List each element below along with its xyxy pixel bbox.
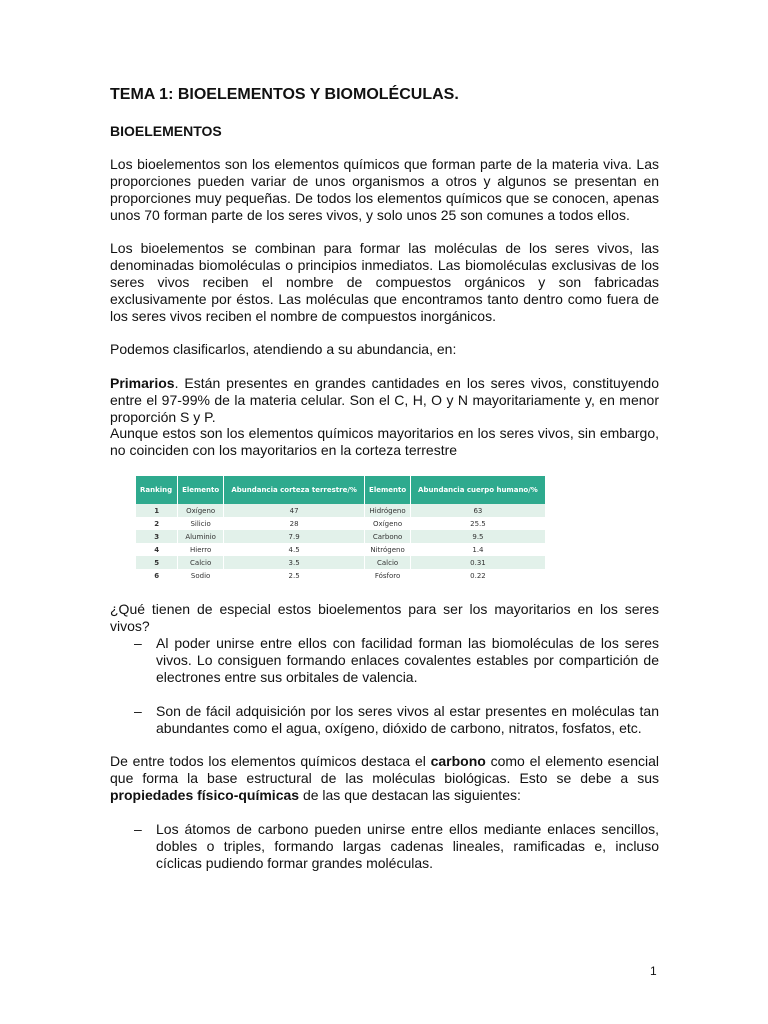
table-header-cell: Abundancia cuerpo humano/% — [410, 476, 545, 504]
paragraph-biomolecules: Los bioelementos se combinan para formar las moléculas de los seres vivos, las denominadas biomoléculas o principios inmediatos. Las biomoléculas exclusivas de los seres vivos reciben el nombre de compuestos orgánicos y son fabricadas exclusivamente por éstos. Las moléculas que encontramos tanto dentro como fuera de los seres vivos reciben el nombre de compuestos inorgánicos. — [110, 240, 659, 324]
bullet-item — [134, 703, 659, 737]
table-cell: 9.5 — [410, 530, 545, 543]
table-header-row — [136, 476, 546, 504]
table-cell: Hierro — [178, 543, 224, 556]
dash-bullet-icon: – — [134, 635, 142, 651]
table-row — [136, 517, 546, 530]
table-cell: Calcio — [365, 556, 411, 569]
paragraph-intro: Los bioelementos son los elementos químicos que forman parte de la materia viva. Las proporciones pueden variar de unos organismos a otros y algunos se presentan en proporciones muy pequeñas. De todos los elementos químicos que se conocen, apenas unos 70 forman parte de los seres vivos, y solo unos 25 son comunes a todos ellos. — [110, 156, 659, 223]
table-cell: Fósforo — [365, 569, 411, 582]
paragraph-corteza: Aunque estos son los elementos químicos mayoritarios en los seres vivos, sin embargo, no coinciden con los mayoritarios en la corteza terrestre — [110, 425, 659, 458]
table-cell: Carbono — [365, 530, 411, 543]
table-cell: 5 — [136, 556, 178, 569]
question: ¿Qué tienen de especial estos bioelementos para ser los mayoritarios en los seres vivos? — [110, 601, 659, 634]
table-row — [136, 504, 546, 517]
carbono-text-e: de las que destacan las siguientes: — [299, 787, 521, 803]
table-body — [136, 504, 546, 582]
primarios-text: . Están presentes en grandes cantidades en los seres vivos, constituyendo entre el 97-99% de la materia celular. Son el C, H, O y N mayoritariamente y, en menor proporción S y P. — [110, 375, 659, 425]
table-cell: 3.5 — [223, 556, 364, 569]
table-cell: 2 — [136, 517, 178, 530]
table-cell: Aluminio — [178, 530, 224, 543]
abundance-table — [136, 476, 546, 582]
table-cell: Calcio — [178, 556, 224, 569]
paragraph-classify: Podemos clasificarlos, atendiendo a su abundancia, en: — [110, 341, 457, 357]
table-cell: Hidrógeno — [365, 504, 411, 517]
carbono-term: carbono — [430, 753, 486, 769]
document-page — [110, 0, 659, 1024]
table-cell: 7.9 — [223, 530, 364, 543]
table-cell: 47 — [223, 504, 364, 517]
paragraph-primarios — [110, 375, 659, 426]
table-row — [136, 530, 546, 543]
table-row — [136, 543, 546, 556]
dash-bullet-icon: – — [134, 821, 142, 837]
table-header-cell: Abundancia corteza terrestre/% — [223, 476, 364, 504]
table-header-cell: Elemento — [178, 476, 224, 504]
bullet-item — [134, 635, 659, 686]
section-heading: BIOELEMENTOS — [110, 123, 222, 139]
table-cell: 0.31 — [410, 556, 545, 569]
table-cell: Sodio — [178, 569, 224, 582]
primarios-term: Primarios — [110, 375, 175, 391]
bullet-text: Al poder unirse entre ellos con facilidad forman las biomoléculas de los seres vivos. Lo consiguen formando enlaces covalentes estables por compartición de electrones entre sus orbitales de valencia. — [156, 635, 659, 685]
table-cell: 6 — [136, 569, 178, 582]
table-cell: 3 — [136, 530, 178, 543]
table-header-cell: Elemento — [365, 476, 411, 504]
table-cell: 1.4 — [410, 543, 545, 556]
table-cell: 0.22 — [410, 569, 545, 582]
paragraph-carbono — [110, 753, 659, 804]
table-cell: 28 — [223, 517, 364, 530]
bullet-item — [134, 821, 659, 872]
table-cell: 63 — [410, 504, 545, 517]
table-cell: 1 — [136, 504, 178, 517]
table-cell: Silicio — [178, 517, 224, 530]
table-cell: Oxígeno — [178, 504, 224, 517]
page-title: TEMA 1: BIOELEMENTOS Y BIOMOLÉCULAS. — [110, 86, 459, 103]
page-number: 1 — [650, 964, 657, 978]
table-cell: 25.5 — [410, 517, 545, 530]
table-cell: Nitrógeno — [365, 543, 411, 556]
table-header-cell: Ranking — [136, 476, 178, 504]
table-row — [136, 556, 546, 569]
table-cell: Oxígeno — [365, 517, 411, 530]
propiedades-term: propiedades físico-químicas — [110, 787, 300, 803]
carbono-text-c: como el elemento esencial que forma la base estructural de las moléculas biológicas. Esto se debe a sus — [110, 753, 659, 786]
bullet-text: Son de fácil adquisición por los seres vivos al estar presentes en moléculas tan abundantes como el agua, oxígeno, dióxido de carbono, nitratos, fosfatos, etc. — [156, 703, 659, 736]
table-row — [136, 569, 546, 582]
dash-bullet-icon: – — [134, 703, 142, 719]
table-cell: 4.5 — [223, 543, 364, 556]
carbono-text-a: De entre todos los elementos químicos destaca el — [110, 753, 431, 769]
table-cell: 4 — [136, 543, 178, 556]
table-cell: 2.5 — [223, 569, 364, 582]
bullet-text: Los átomos de carbono pueden unirse entre ellos mediante enlaces sencillos, dobles o triples, formando largas cadenas lineales, ramificadas e, incluso cíclicas pudiendo formar grandes moléculas. — [156, 821, 659, 871]
